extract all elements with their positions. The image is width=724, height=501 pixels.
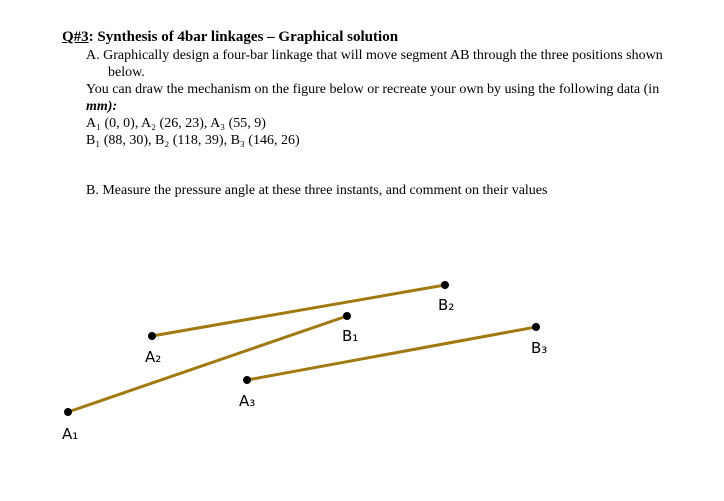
point-b1 xyxy=(343,312,351,320)
label-a2: A₂ xyxy=(145,348,162,366)
part-b-line-1: B. Measure the pressure angle at these three instants, and comment on their values xyxy=(86,183,548,198)
part-a-line-3: You can draw the mechanism on the figure below or recreate your own by using the following data (in xyxy=(86,82,660,97)
point-b3 xyxy=(532,323,540,331)
label-b2: B₂ xyxy=(438,296,455,314)
part-a-line-2: below. xyxy=(108,65,145,80)
point-b2 xyxy=(441,281,449,289)
point-a2 xyxy=(148,332,156,340)
joint-points xyxy=(64,281,540,416)
question-title-text: : Synthesis of 4bar linkages – Graphical solution xyxy=(88,29,399,45)
question-number: Q#3 xyxy=(62,29,89,45)
label-a1: A₁ xyxy=(62,425,79,443)
label-b1: B₁ xyxy=(342,327,359,345)
label-a3: A₃ xyxy=(239,392,256,410)
segment-a1-b1 xyxy=(68,316,347,412)
point-a1 xyxy=(64,408,72,416)
segment-a2-b2 xyxy=(152,285,445,336)
link-segments xyxy=(68,285,536,412)
part-a-line-1: A. Graphically design a four-bar linkage that will move segment AB through the three positions shown xyxy=(86,48,663,63)
part-a-line-4: mm): xyxy=(86,99,118,114)
part-a-a-coordinates: A₁ (0, 0), A₂ (26, 23), A₃ (55, 9) xyxy=(86,116,266,131)
point-a3 xyxy=(243,376,251,384)
label-b3: B₃ xyxy=(531,339,548,357)
part-a-b-coordinates: B₁ (88, 30), B₂ (118, 39), B₃ (146, 26) xyxy=(86,133,300,148)
